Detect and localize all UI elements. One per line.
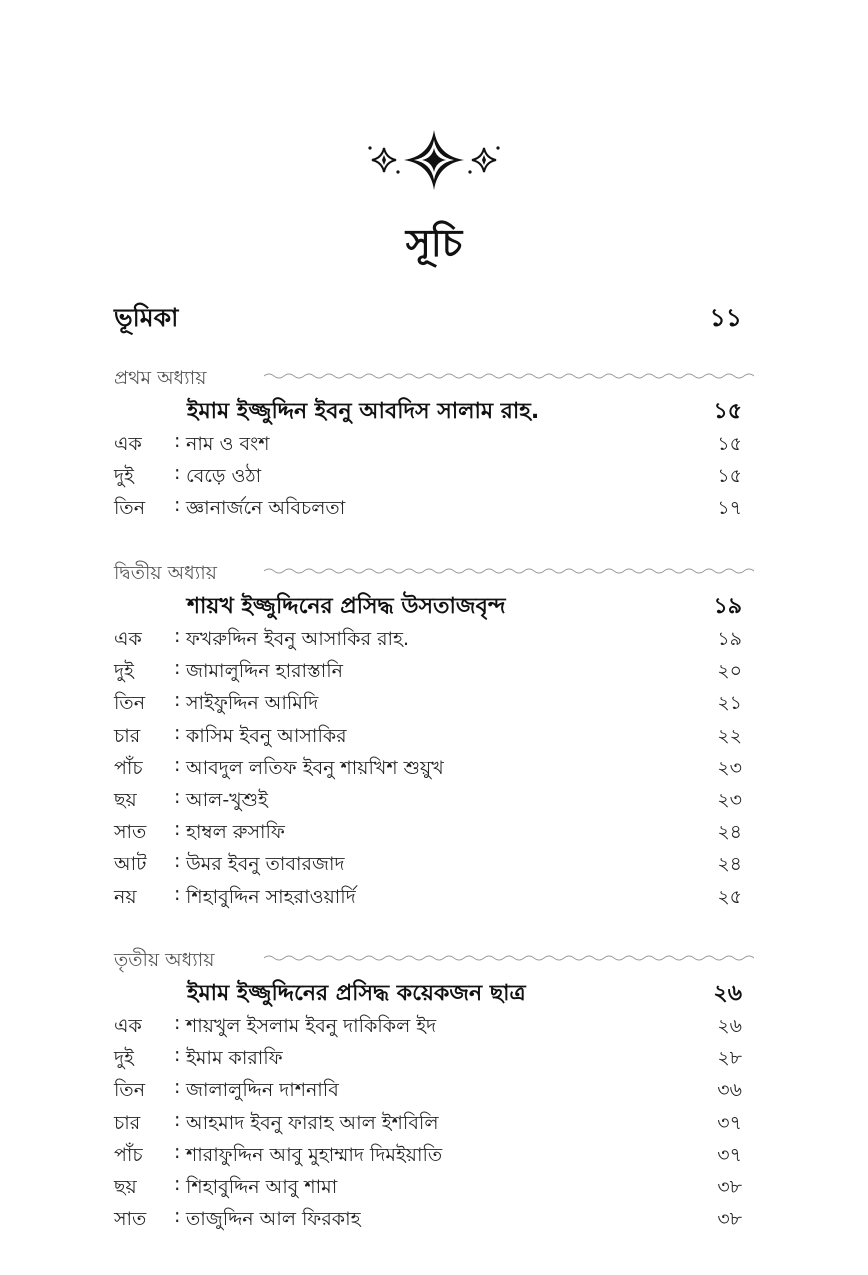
toc-entry[interactable] bbox=[114, 1205, 754, 1237]
entry-name: হাম্বল রুসাফি bbox=[186, 821, 285, 844]
toc-entry[interactable] bbox=[114, 1044, 754, 1076]
entry-page-number: ২৬ bbox=[717, 1015, 742, 1037]
intro-label: ভূমিকা bbox=[114, 303, 179, 332]
entry-number: চার bbox=[114, 724, 141, 747]
entry-colon: : bbox=[174, 721, 181, 744]
toc-entry[interactable] bbox=[114, 1109, 754, 1141]
entry-number: পাঁচ bbox=[114, 756, 143, 779]
entry-number: তিন bbox=[114, 1079, 146, 1102]
toc-entry[interactable] bbox=[114, 883, 754, 915]
entry-colon: : bbox=[174, 1076, 181, 1099]
toc-entry[interactable] bbox=[114, 786, 754, 818]
entry-colon: : bbox=[174, 1108, 181, 1131]
entry-number: দুই bbox=[114, 660, 134, 683]
toc-entry[interactable] bbox=[114, 625, 754, 657]
entry-page-number: ২৮ bbox=[717, 1047, 742, 1070]
intro-page-number: ১১ bbox=[709, 303, 742, 332]
chapter-page-number: ১৯ bbox=[713, 594, 742, 619]
entry-number: দুই bbox=[114, 1047, 134, 1070]
chapter-title: শায়খ ইজ্জুদ্দিনের প্রসিদ্ধ উসতাজবৃন্দ bbox=[187, 594, 506, 619]
entry-number: সাত bbox=[114, 821, 147, 844]
entry-page-number: ৩৬ bbox=[717, 1079, 742, 1102]
chapter-title-row[interactable] bbox=[114, 394, 754, 430]
entry-page-number: ২০ bbox=[717, 660, 742, 683]
entry-colon: : bbox=[174, 689, 181, 712]
toc-entry[interactable] bbox=[114, 1076, 754, 1108]
chapter-page-number: ১৫ bbox=[713, 399, 742, 424]
entry-name: সাইফুদ্দিন আমিদি bbox=[186, 692, 319, 715]
entry-page-number: ১৫ bbox=[717, 433, 742, 455]
entry-page-number: ৩৮ bbox=[717, 1175, 742, 1198]
entry-number: সাত bbox=[114, 1208, 147, 1231]
wavy-divider bbox=[264, 954, 754, 962]
entry-page-number: ২৩ bbox=[717, 788, 742, 811]
entry-name: ইমাম কারাফি bbox=[186, 1047, 283, 1070]
entry-name: জ্ঞানার্জনে অবিচলতা bbox=[186, 497, 346, 520]
entry-number: এক bbox=[114, 1015, 142, 1037]
toc-entry[interactable] bbox=[114, 494, 754, 526]
chapter-title-row[interactable] bbox=[114, 976, 754, 1012]
toc-entry[interactable] bbox=[114, 818, 754, 850]
entry-name: জামালুদ্দিন হারাস্তানি bbox=[186, 660, 344, 683]
entry-number: চার bbox=[114, 1111, 141, 1134]
entry-name: শারাফুদ্দিন আবু মুহাম্মাদ দিমইয়াতি bbox=[186, 1143, 443, 1166]
entry-colon: : bbox=[174, 850, 181, 873]
toc-entry[interactable] bbox=[114, 657, 754, 689]
chapter-label: তৃতীয় অধ্যায় bbox=[114, 946, 221, 978]
entry-colon: : bbox=[174, 1140, 181, 1163]
entry-number: নয় bbox=[114, 885, 137, 908]
entry-colon: : bbox=[174, 1205, 181, 1228]
entry-colon: : bbox=[174, 657, 181, 680]
toc-entry[interactable] bbox=[114, 754, 754, 786]
entry-colon: : bbox=[174, 494, 181, 517]
chapter-header bbox=[114, 557, 754, 589]
entry-colon: : bbox=[174, 1012, 181, 1034]
entry-name: নাম ও বংশ bbox=[186, 433, 270, 455]
toc-entry[interactable] bbox=[114, 722, 754, 754]
entry-page-number: ২৩ bbox=[717, 756, 742, 779]
entry-page-number: ২৪ bbox=[717, 821, 742, 844]
entry-page-number: ২৫ bbox=[717, 885, 742, 908]
entry-page-number: ৩৭ bbox=[717, 1111, 742, 1134]
toc-entry[interactable] bbox=[114, 430, 754, 462]
entry-colon: : bbox=[174, 462, 181, 485]
entry-number: ছয় bbox=[114, 1175, 137, 1198]
entry-page-number: ৩৮ bbox=[717, 1208, 742, 1231]
toc-entry[interactable] bbox=[114, 1012, 754, 1044]
chapter-header bbox=[114, 362, 754, 394]
toc-entry[interactable] bbox=[114, 1141, 754, 1173]
entry-number: এক bbox=[114, 628, 142, 650]
entry-colon: : bbox=[174, 430, 181, 452]
chapter-header bbox=[114, 944, 754, 976]
toc-entry[interactable] bbox=[114, 1173, 754, 1205]
entry-colon: : bbox=[174, 785, 181, 808]
chapter-2 bbox=[114, 557, 754, 915]
entry-name: শিহাবুদ্দিন সাহরাওয়ার্দি bbox=[186, 885, 356, 908]
chapter-title: ইমাম ইজ্জুদ্দিন ইবনু আবদিস সালাম রাহ. bbox=[187, 399, 540, 424]
chapter-page-number: ২৬ bbox=[713, 981, 742, 1006]
entry-name: বেড়ে ওঠা bbox=[186, 465, 262, 488]
entry-colon: : bbox=[174, 625, 181, 647]
entry-name: জালালুদ্দিন দাশনাবি bbox=[186, 1079, 339, 1102]
toc-intro-row[interactable] bbox=[114, 298, 742, 338]
star-ornament-icon bbox=[364, 125, 504, 195]
toc-entry[interactable] bbox=[114, 850, 754, 882]
entry-colon: : bbox=[174, 882, 181, 905]
entry-number: তিন bbox=[114, 692, 146, 715]
chapter-title-row[interactable] bbox=[114, 589, 754, 625]
entry-number: পাঁচ bbox=[114, 1143, 143, 1166]
entry-name: উমর ইবনু তাবারজাদ bbox=[186, 853, 345, 876]
chapter-1 bbox=[114, 362, 754, 527]
entry-page-number: ১৭ bbox=[717, 497, 742, 520]
entry-name: ফখরুদ্দিন ইবনু আসাকির রাহ. bbox=[186, 628, 410, 650]
entry-name: আহমাদ ইবনু ফারাহ আল ইশবিলি bbox=[186, 1111, 439, 1134]
entry-name: শিহাবুদ্দিন আবু শামা bbox=[186, 1175, 338, 1198]
entry-name: শায়খুল ইসলাম ইবনু দাকিকিল ইদ bbox=[186, 1015, 437, 1037]
toc-entry[interactable] bbox=[114, 462, 754, 494]
page-title: সূচি bbox=[405, 221, 463, 265]
entry-colon: : bbox=[174, 753, 181, 776]
entry-page-number: ১৫ bbox=[717, 465, 742, 488]
entry-number: দুই bbox=[114, 465, 134, 488]
entry-page-number: ৩৭ bbox=[717, 1143, 742, 1166]
toc-entry[interactable] bbox=[114, 689, 754, 721]
wavy-divider bbox=[264, 567, 754, 575]
entry-colon: : bbox=[174, 1044, 181, 1067]
entry-number: এক bbox=[114, 433, 142, 455]
chapter-3 bbox=[114, 944, 754, 1237]
chapter-title: ইমাম ইজ্জুদ্দিনের প্রসিদ্ধ কয়েকজন ছাত্র bbox=[187, 981, 526, 1006]
entry-colon: : bbox=[174, 818, 181, 841]
entry-page-number: ২২ bbox=[717, 724, 742, 747]
entry-name: আল-খুশুই bbox=[186, 788, 268, 811]
entry-name: কাসিম ইবনু আসাকির bbox=[186, 724, 347, 747]
entry-number: তিন bbox=[114, 497, 146, 520]
chapter-label: দ্বিতীয় অধ্যায় bbox=[114, 559, 223, 591]
entry-page-number: ১৯ bbox=[717, 628, 742, 650]
entry-number: আট bbox=[114, 853, 147, 876]
wavy-divider bbox=[264, 372, 754, 380]
entry-page-number: ২১ bbox=[717, 692, 742, 715]
entry-name: তাজুদ্দিন আল ফিরকাহ bbox=[186, 1208, 361, 1231]
entry-number: ছয় bbox=[114, 788, 137, 811]
entry-page-number: ২৪ bbox=[717, 853, 742, 876]
entry-colon: : bbox=[174, 1172, 181, 1195]
chapter-label: প্রথম অধ্যায় bbox=[114, 364, 212, 396]
entry-name: আবদুল লতিফ ইবনু শায়খিশ শুয়ুখ bbox=[186, 756, 444, 779]
